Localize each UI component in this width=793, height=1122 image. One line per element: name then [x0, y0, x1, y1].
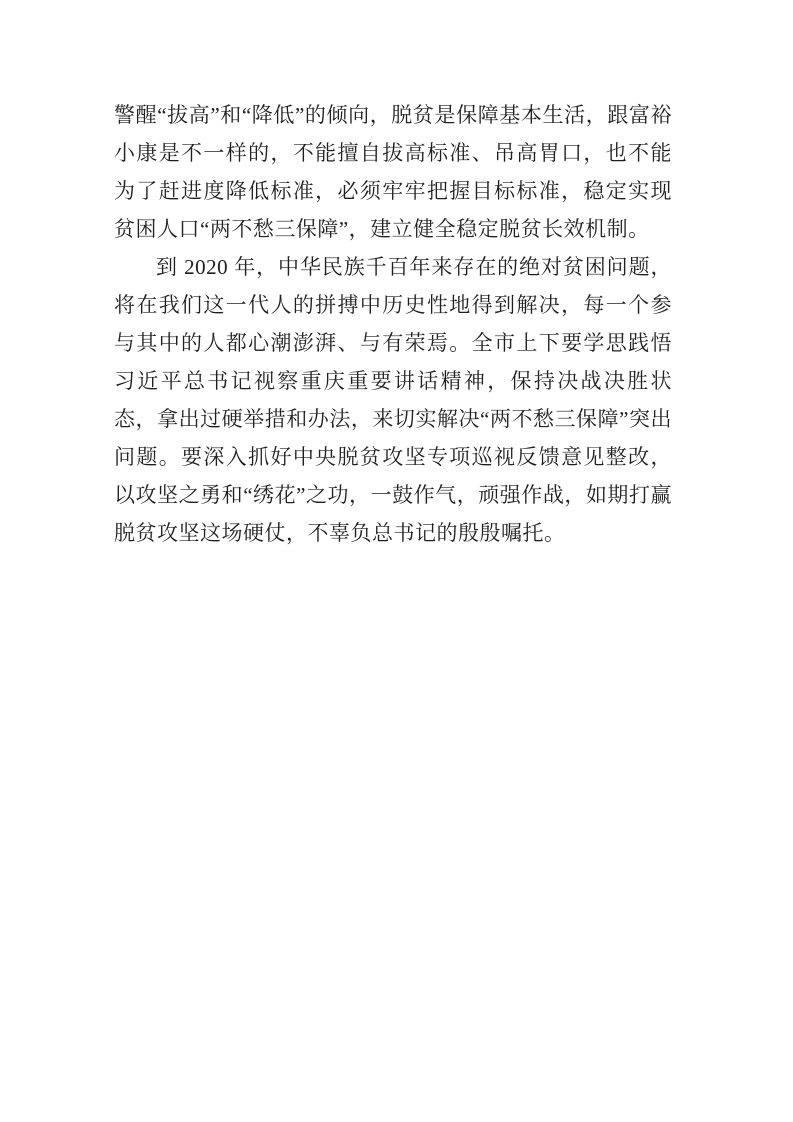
document-text-block — [114, 96, 672, 552]
paragraph-conclusion: 到 2020 年，中华民族千百年来存在的绝对贫困问题，将在我们这一代人的拼搏中历史性地得到解决，每一个参与其中的人都心潮澎湃、与有荣焉。全市上下要学思践悟习近平总书记视察重庆重要讲话精神，保持决战决胜状态，拿出过硬举措和办法，来切实解决“两不愁三保障”突出问题。要深入抓好中央脱贫攻坚专项巡视反馈意见整改，以攻坚之勇和“绣花”之功，一鼓作气，顽强作战，如期打赢脱贫攻坚这场硬仗，不辜负总书记的殷殷嘱托。 — [114, 255, 672, 545]
paragraph-continuation: 警醒“拔高”和“降低”的倾向，脱贫是保障基本生活，跟富裕小康是不一样的，不能擅自拔高标准、吊高胃口，也不能为了赶进度降低标准，必须牢牢把握目标标准，稳定实现贫困人口“两不愁三保障”，建立健全稳定脱贫长效机制。 — [114, 103, 672, 241]
